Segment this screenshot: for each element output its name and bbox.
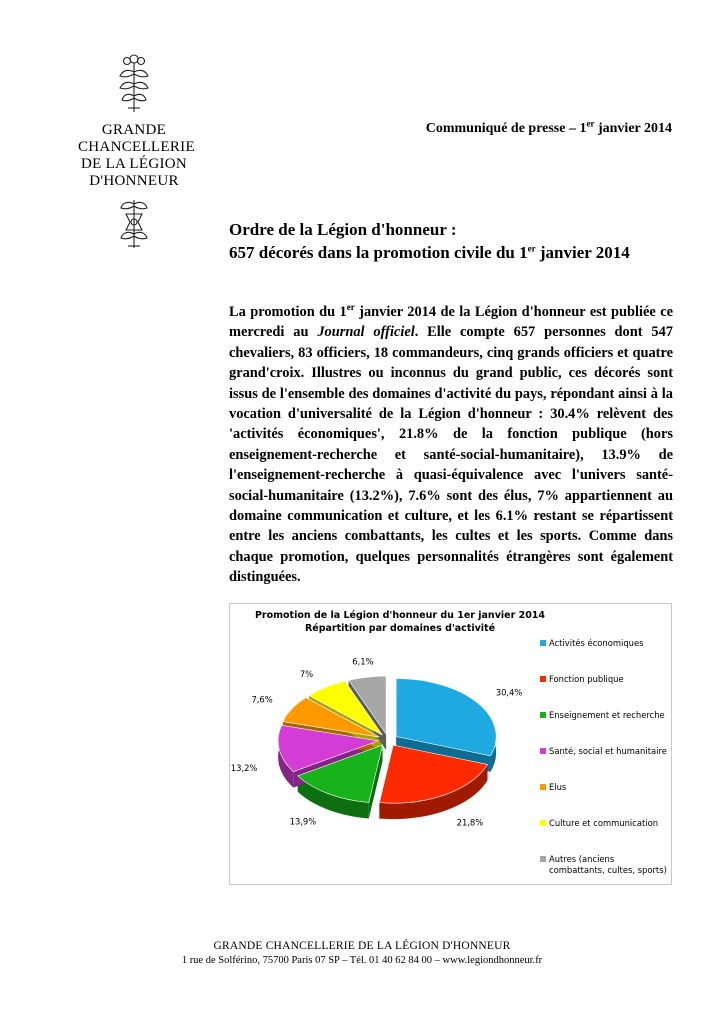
title-line: Ordre de la Légion d'honneur : — [229, 220, 457, 239]
legend-item — [540, 746, 672, 757]
org-line: CHANCELLERIE — [78, 139, 195, 155]
pie-data-label: 13,2% — [230, 763, 258, 774]
legend-item — [540, 674, 672, 685]
legend-item — [540, 818, 672, 829]
legend-label: Fonction publique — [549, 674, 624, 684]
org-line: DE LA LÉGION — [80, 156, 188, 172]
legend-item — [540, 710, 672, 721]
legend-item — [540, 854, 672, 876]
legend-label: Culture et communication — [549, 818, 659, 828]
pie-data-label: 21,8% — [456, 817, 484, 828]
press-release-date: Communiqué de presse – 1er janvier 2014 — [425, 118, 672, 136]
legend-item — [540, 782, 672, 793]
legend-label: Elus — [549, 782, 567, 792]
letterhead-logo — [78, 52, 195, 252]
pie-data-label: 7,6% — [251, 694, 273, 705]
press-paragraph: La promotion du 1er janvier 2014 de la Légion d'honneur est publiée ce mercredi au Journal officiel. Elle compte 657 personnes dont 547 chevaliers, 83 officiers, 18 commandeurs, cinq grands officiers et quatre grand'croix. Illustres ou inconnus du grand public, ces décorés sont issus de l'ensemble des domaines d'activité du pays, répondant ainsi à la vocation d'universalité de la Légion d'honneur : 30.4% relèvent des 'activités économiques', 21.8% de la fonction publique (hors enseignement-recherche et santé-social-humanitaire), 13.9% de l'enseignement-recherche à quasi-équivalence avec l'univers santé-social-humanitaire (13.2%), 7.6% sont des élus, 7% appartiennent au domaine communication et culture, et les 6.1% restant se répartissent entre les anciens combattants, les cultes et les sports. Comme dans chaque promotion, quelques personnalités étrangères sont également distinguées. — [229, 302, 674, 586]
pie-data-label: 6,1% — [352, 656, 374, 667]
legend-swatch — [540, 748, 546, 754]
legend-label: Santé, social et humanitaire — [549, 746, 667, 756]
legend-swatch — [540, 640, 546, 646]
legend-swatch — [540, 676, 546, 682]
footer-organization: GRANDE CHANCELLERIE DE LA LÉGION D'HONNEUR — [213, 940, 511, 952]
legend-label: Enseignement et recherche — [549, 710, 665, 720]
org-line: D'HONNEUR — [89, 173, 179, 189]
legend-label: Activités économiques — [549, 638, 644, 648]
footer-contact: 1 rue de Solférino, 75700 Paris 07 SP – Tél. 01 40 62 84 00 – www.legiondhonneur.fr — [181, 955, 543, 966]
laurel-emblem-icon — [114, 52, 154, 114]
organization-name — [78, 122, 195, 190]
legend-swatch — [540, 712, 546, 718]
legend-label: Autres (anciens combattants, cultes, sports) — [549, 854, 667, 875]
pie-chart — [229, 603, 672, 885]
legend-swatch — [540, 856, 546, 862]
page-footer — [0, 940, 724, 966]
chart-title: Promotion de la Légion d'honneur du 1er janvier 2014 Répartition par domaines d'activité — [254, 610, 546, 634]
pie-data-label: 13,9% — [289, 816, 317, 827]
legend-swatch — [540, 784, 546, 790]
journal-officiel-mention: Journal officiel — [317, 324, 415, 341]
org-line: GRANDE — [101, 122, 167, 138]
pie-data-label: 7% — [299, 668, 314, 679]
cross-emblem-icon — [112, 196, 156, 252]
page-title — [229, 218, 679, 264]
legend-item — [540, 638, 672, 649]
legend-swatch — [540, 820, 546, 826]
title-line: 657 décorés dans la promotion civile du 1er janvier 2014 — [229, 243, 630, 262]
pie-data-label: 30,4% — [495, 687, 523, 698]
